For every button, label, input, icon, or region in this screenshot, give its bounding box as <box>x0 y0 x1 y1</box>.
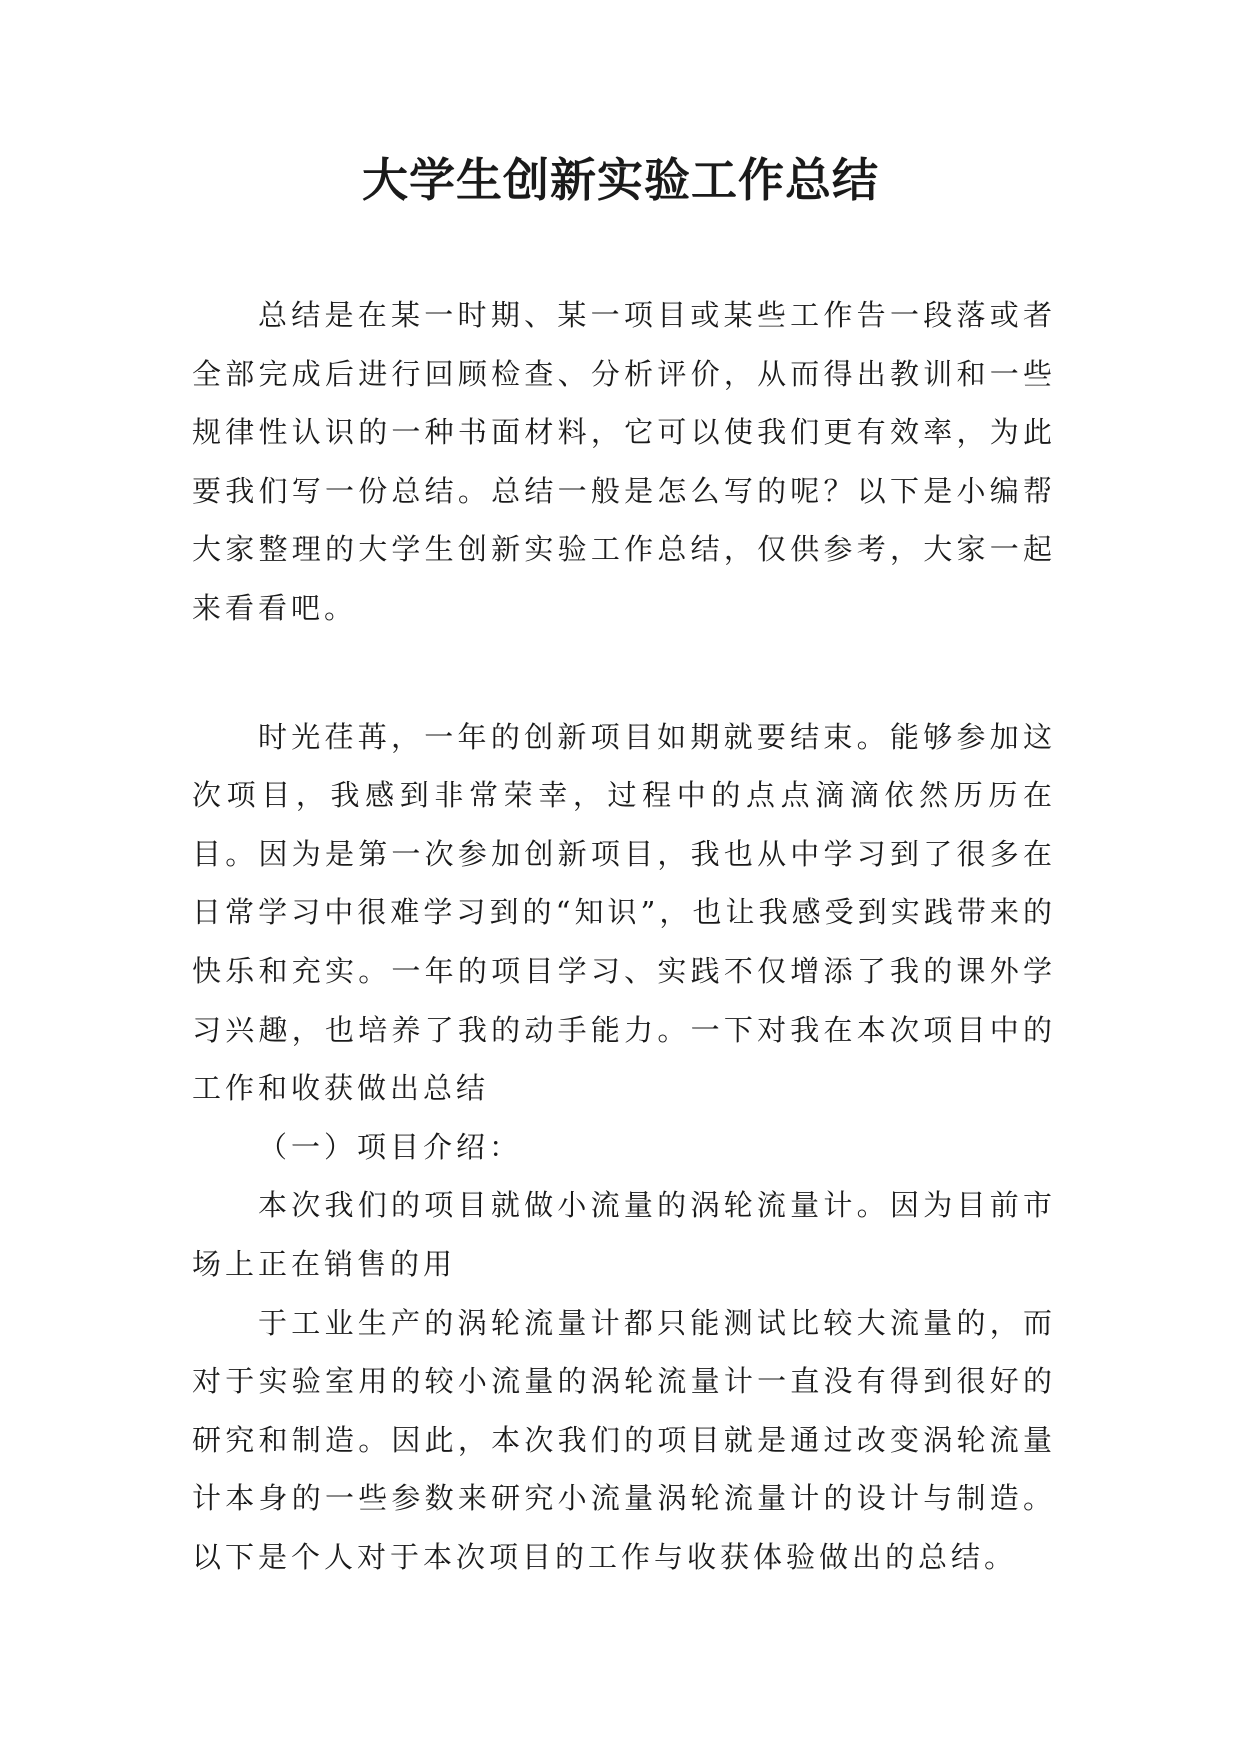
paragraph-intro: 总结是在某一时期、某一项目或某些工作告一段落或者全部完成后进行回顾检查、分析评价，从而得出教训和一些规律性认识的一种书面材料，它可以使我们更有效率，为此要我们写一份总结。总结一般是怎么写的呢？以下是小编帮大家整理的大学生创新实验工作总结，仅供参考，大家一起来看看吧。 <box>192 298 1056 625</box>
paragraph-project-2: 于工业生产的涡轮流量计都只能测试比较大流量的，而对于实验室用的较小流量的涡轮流量计一直没有得到很好的研究和制造。因此，本次我们的项目就是通过改变涡轮流量计本身的一些参数来研究小流量涡轮流量计的设计与制造。以下是个人对于本次项目的工作与收获体验做出的总结。 <box>192 1305 1056 1574</box>
document-title: 大学生创新实验工作总结 <box>362 153 879 207</box>
document-body <box>192 286 1056 1586</box>
paragraph-project-1: 本次我们的项目就做小流量的涡轮流量计。因为目前市场上正在销售的用 <box>192 1188 1056 1281</box>
paragraph-gap <box>192 638 1056 708</box>
section-heading-project-intro: （一）项目介绍： <box>258 1129 523 1164</box>
paragraph-reflection: 时光荏苒，一年的创新项目如期就要结束。能够参加这次项目，我感到非常荣幸，过程中的点点滴滴依然历历在目。因为是第一次参加创新项目，我也从中学习到了很多在日常学习中很难学习到的“知识”，也让我感受到实践带来的快乐和充实。一年的项目学习、实践不仅增添了我的课外学习兴趣，也培养了我的动手能力。一下对我在本次项目中的工作和收获做出总结 <box>192 719 1056 1106</box>
